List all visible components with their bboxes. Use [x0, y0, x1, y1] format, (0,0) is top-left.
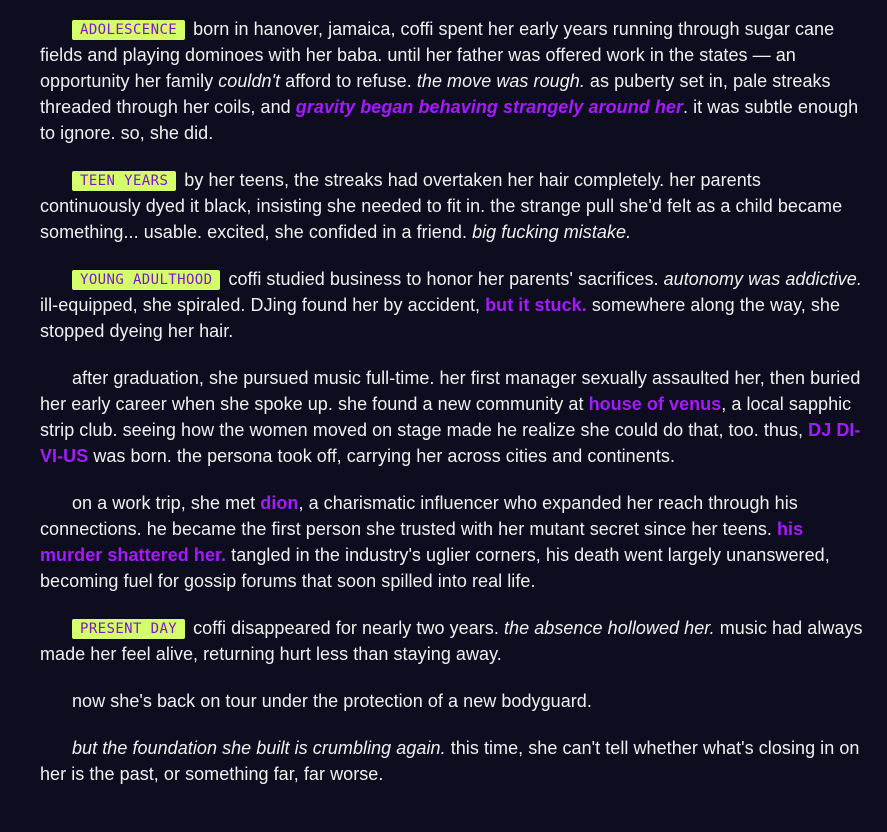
body-text: was born. the persona took off, carrying her across cities and continents. — [88, 446, 675, 466]
bio-paragraph — [40, 266, 863, 344]
era-tag-teen-years: TEEN YEARS — [72, 171, 176, 191]
highlighted-text: house of venus — [588, 394, 722, 414]
body-text: , a charismatic influencer who expanded her reach through his connections. he became the first person she trusted with her mutant secret since her teens. — [40, 493, 798, 539]
bio-paragraph — [40, 365, 863, 469]
body-text: coffi studied business to honor her parents' sacrifices. — [228, 269, 664, 289]
body-text: as puberty set in, pale streaks threaded through her coils, and — [40, 71, 831, 117]
body-text: coffi disappeared for nearly two years. — [193, 618, 504, 638]
era-tag-adolescence: ADOLESCENCE — [72, 20, 185, 40]
highlighted-text: dion — [260, 493, 299, 513]
italic-text: big fucking mistake. — [472, 222, 632, 242]
body-text: now she's back on tour under the protection of a new bodyguard. — [72, 691, 592, 711]
bio-paragraph — [40, 688, 863, 714]
body-text: tangled in the industry's uglier corners, his death went largely unanswered, becoming fuel for gossip forums that soon spilled into real life. — [40, 545, 830, 591]
body-text: by her teens, the streaks had overtaken her hair completely. her parents continuously dyed it black, insisting she needed to fit in. the strange pull she'd felt as a child became something... usable. excited, she confided in a friend. — [40, 170, 843, 242]
highlighted-text: his murder shattered her. — [40, 519, 804, 565]
highlighted-text: DJ DI-VI-US — [40, 420, 861, 466]
bio-paragraph — [40, 490, 863, 594]
highlighted-italic-text: gravity began behaving strangely around her — [295, 97, 684, 117]
body-text: . it was subtle enough to ignore. so, she did. — [40, 97, 859, 143]
body-text: somewhere along the way, she stopped dyeing her hair. — [40, 295, 841, 341]
italic-text: couldn't — [218, 71, 281, 91]
body-text: born in hanover, jamaica, coffi spent her early years running through sugar cane fields and playing dominoes with her baba. until her father was offered work in the states — an opportunity her family — [40, 19, 835, 91]
body-text: , a local sapphic strip club. seeing how the women moved on stage made he realize she could do that, too. thus, — [40, 394, 852, 440]
body-text: music had always made her feel alive, returning hurt less than staying away. — [40, 618, 863, 664]
bio-paragraph — [40, 735, 863, 787]
bio-paragraph — [40, 16, 863, 146]
bio-paragraph — [40, 615, 863, 667]
italic-text: but the foundation she built is crumbling again. — [72, 738, 446, 758]
body-text: afford to refuse. — [280, 71, 417, 91]
era-tag-young-adulthood: YOUNG ADULTHOOD — [72, 270, 220, 290]
body-text: this time, she can't tell whether what's closing in on her is the past, or something far, far worse. — [40, 738, 860, 784]
italic-text: the move was rough. — [416, 71, 585, 91]
bio-paragraph — [40, 167, 863, 245]
italic-text: the absence hollowed her. — [503, 618, 715, 638]
body-text: ill-equipped, she spiraled. DJing found her by accident, — [40, 295, 486, 315]
italic-text: autonomy was addictive. — [663, 269, 862, 289]
highlighted-text: but it stuck. — [485, 295, 587, 315]
body-text: on a work trip, she met — [72, 493, 261, 513]
body-text: after graduation, she pursued music full-time. her first manager sexually assaulted her, then buried her early career when she spoke up. she found a new community at — [40, 368, 861, 414]
era-tag-present-day: PRESENT DAY — [72, 619, 185, 639]
